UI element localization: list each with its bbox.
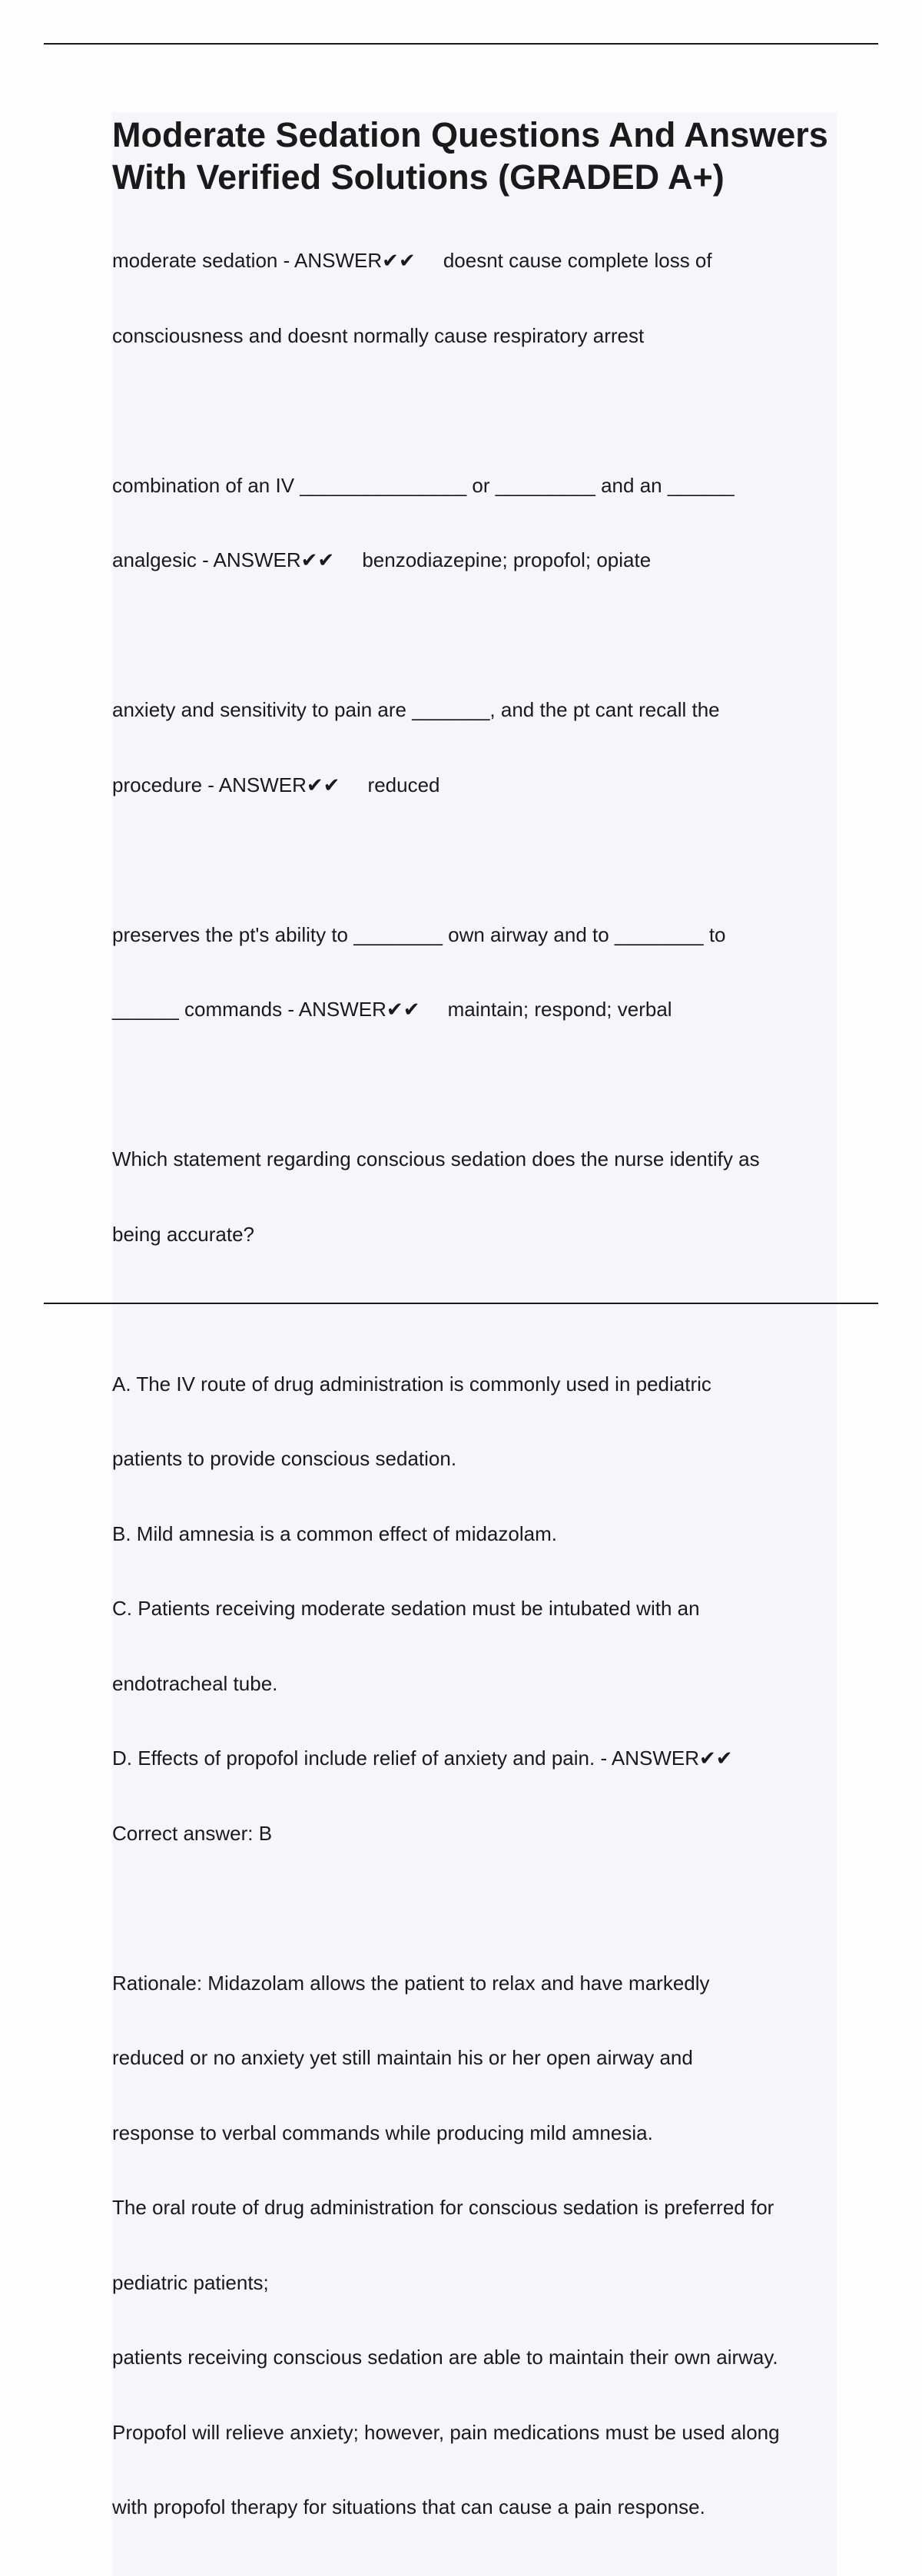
paragraph-gap (112, 1072, 837, 1098)
text-line: consciousness and doesnt normally cause respiratory arrest (112, 323, 645, 347)
text-line: anxiety and sensitivity to pain are _______, and the pt cant recall the (112, 698, 720, 721)
paragraph-gap (112, 1896, 837, 1921)
text-line: analgesic - ANSWER✔✔ benzodiazepine; propofol; opiate (112, 548, 652, 571)
rationale-block (112, 1921, 837, 2570)
text-line: ______ commands - ANSWER✔✔ maintain; respond; verbal (112, 998, 672, 1021)
text-line: Propofol will relieve anxiety; however, pain medications must be used along (112, 2420, 780, 2444)
text-line: Rationale: Midazolam allows the patient to relax and have markedly (112, 1971, 710, 1995)
paragraph-gap (112, 623, 837, 648)
text-line: preserves the pt's ability to ________ own airway and to ________ to (112, 922, 726, 946)
text-line: A. The IV route of drug administration is commonly used in pediatric (112, 1372, 711, 1396)
qa-block-4 (112, 872, 837, 1072)
text-line: Correct answer: B (112, 1821, 273, 1845)
document-title: Moderate Sedation Questions And Answers With Verified Solutions (GRADED A+) (112, 115, 828, 197)
paragraph-gap (112, 398, 837, 423)
qa-block-3 (112, 647, 837, 847)
text-line: with propofol therapy for situations that can cause a pain response. (112, 2495, 705, 2518)
text-line: endotracheal tube. (112, 1671, 278, 1695)
qa-block-2 (112, 423, 837, 623)
text-line: being accurate? (112, 1222, 255, 1246)
text-line: reduced or no anxiety yet still maintain his or her open airway and (112, 2046, 693, 2069)
text-line: patients receiving conscious sedation are able to maintain their own airway. (112, 2346, 778, 2369)
question-block (112, 1097, 837, 1296)
header-rule (44, 43, 878, 45)
paragraph-gap (112, 1296, 837, 1322)
qa-block-1 (112, 198, 837, 398)
options-block (112, 1322, 837, 1896)
footer-rule (44, 1303, 878, 1304)
text-line: combination of an IV _______________ or _________ and an ______ (112, 473, 735, 497)
text-line: pediatric patients; (112, 2270, 269, 2294)
text-line: C. Patients receiving moderate sedation must be intubated with an (112, 1597, 700, 1620)
text-line: patients to provide conscious sedation. (112, 1447, 457, 1470)
text-line: B. Mild amnesia is a common effect of midazolam. (112, 1521, 557, 1545)
text-line: Which statement regarding conscious sedation does the nurse identify as (112, 1147, 760, 1170)
text-line: The oral route of drug administration for conscious sedation is preferred for (112, 2196, 774, 2219)
text-line: D. Effects of propofol include relief of anxiety and pain. - ANSWER✔✔ (112, 1747, 733, 1770)
text-line: response to verbal commands while producing mild amnesia. (112, 2121, 653, 2144)
text-line: moderate sedation - ANSWER✔✔ doesnt cause complete loss of (112, 249, 712, 272)
text-line: procedure - ANSWER✔✔ reduced (112, 773, 440, 796)
document-body (112, 112, 837, 2576)
paragraph-gap (112, 847, 837, 872)
